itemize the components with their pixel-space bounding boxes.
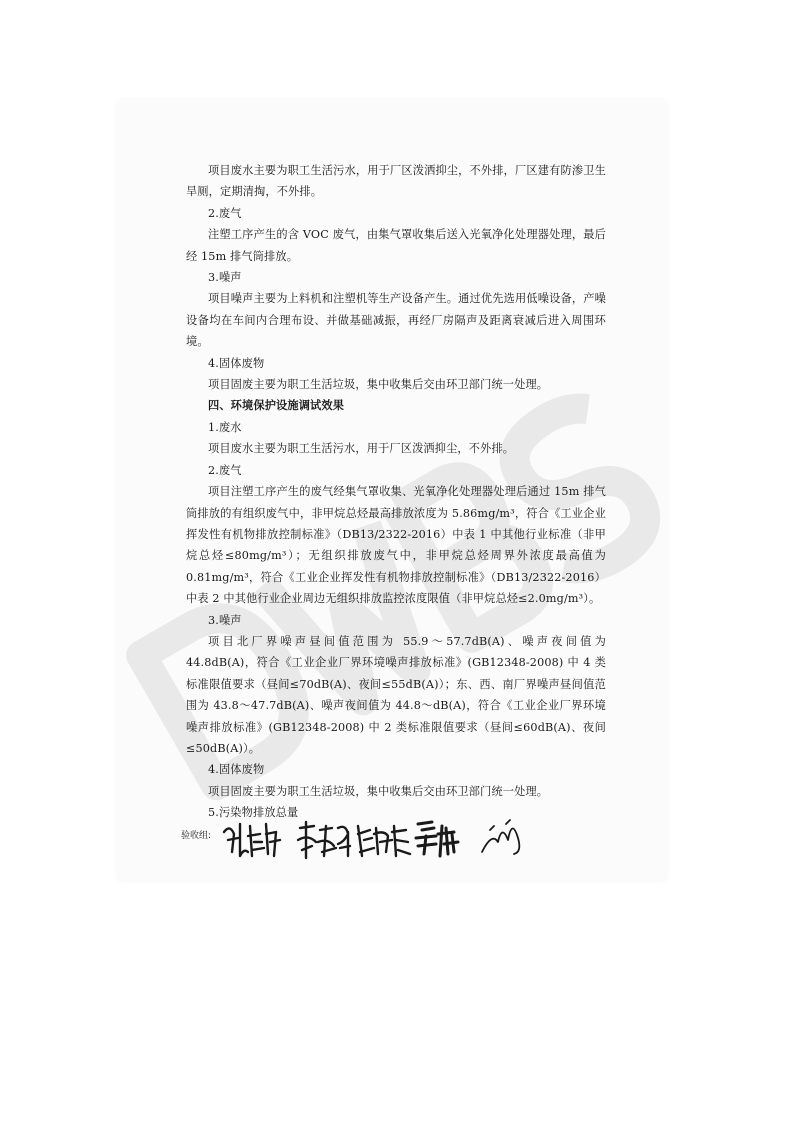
document-body (186, 160, 606, 824)
signature-1 (224, 824, 280, 856)
section-heading: 3.噪声 (208, 271, 242, 285)
paragraph: 项目废水主要为职工生活污水，用于厂区泼洒抑尘，不外排，厂区建有防渗卫生旱厕，定期清掏，不外排。 (186, 164, 606, 199)
signature-row (172, 812, 532, 864)
section-heading: 1.废水 (208, 420, 242, 434)
section-heading: 2.废气 (208, 206, 242, 220)
paragraph: 项目北厂界噪声昼间值范围为 55.9～57.7dB(A)、噪声夜间值为 44.8dB(A)，符合《工业企业厂界环境噪声排放标准》(GB12348-2008) 中 4 类标准限值要求（昼间≤70dB(A)、夜间≤55dB(A)）；东、西、南厂界噪声昼间值范围为 43.8～47.7dB(A)、噪声夜间值为 44.8～dB(A)，符合《工业企业厂界环境噪声排放标准》(GB12348-2008) 中 2 类标准限值要求（昼间≤60dB(A)、夜间≤50dB(A)）。 (186, 634, 606, 755)
section-heading: 3.噪声 (208, 613, 242, 627)
paragraph: 注塑工序产生的含 VOC 废气，由集气罩收集后送入光氧净化处理器处理，最后经 15m 排气筒排放。 (186, 228, 606, 263)
section-heading: 4.固体废物 (208, 763, 265, 777)
paragraph: 项目固废主要为职工生活垃圾，集中收集后交由环卫部门统一处理。 (208, 378, 549, 392)
signature-3 (358, 826, 410, 856)
section-heading: 4.固体废物 (208, 356, 265, 370)
chapter-heading: 四、环境保护设施调试效果 (208, 398, 345, 413)
section-heading: 5.污染物排放总量 (208, 806, 299, 820)
paragraph: 项目噪声主要为上料机和注塑机等生产设备产生。通过优先选用低噪设备，产噪设备均在车间内合理布设、并做基础减振，再经厂房隔声及距离衰减后进入周围环境。 (186, 292, 606, 349)
handwritten-signatures (222, 812, 532, 864)
paragraph: 项目废水主要为职工生活污水，用于厂区泼洒抑尘，不外排。 (208, 442, 515, 456)
signature-5 (482, 820, 519, 854)
section-heading: 2.废气 (208, 463, 242, 477)
paragraph: 项目注塑工序产生的废气经集气罩收集、光氧净化处理器处理后通过 15m 排气筒排放的有组织废气中，非甲烷总烃最高排放浓度为 5.86mg/m³，符合《工业企业挥发性有机物排放控制标准》（DB13/2322-2016）中表 1 中其他行业标准（非甲烷总烃≤80mg/m³）；无组织排放废气中，非甲烷总烃周界外浓度最高值为 0.81mg/m³，符合《工业企业挥发性有机物排放控制标准》（DB13/2322-2016）中表 2 中其他行业企业周边无组织排放监控浓度限值（非甲烷总烃≤2.0mg/m³）。 (186, 485, 606, 606)
signature-label: 验收组: (181, 831, 212, 841)
signature-4 (416, 822, 458, 856)
signature-2 (298, 822, 350, 858)
paragraph: 项目固废主要为职工生活垃圾，集中收集后交由环卫部门统一处理。 (208, 784, 549, 798)
